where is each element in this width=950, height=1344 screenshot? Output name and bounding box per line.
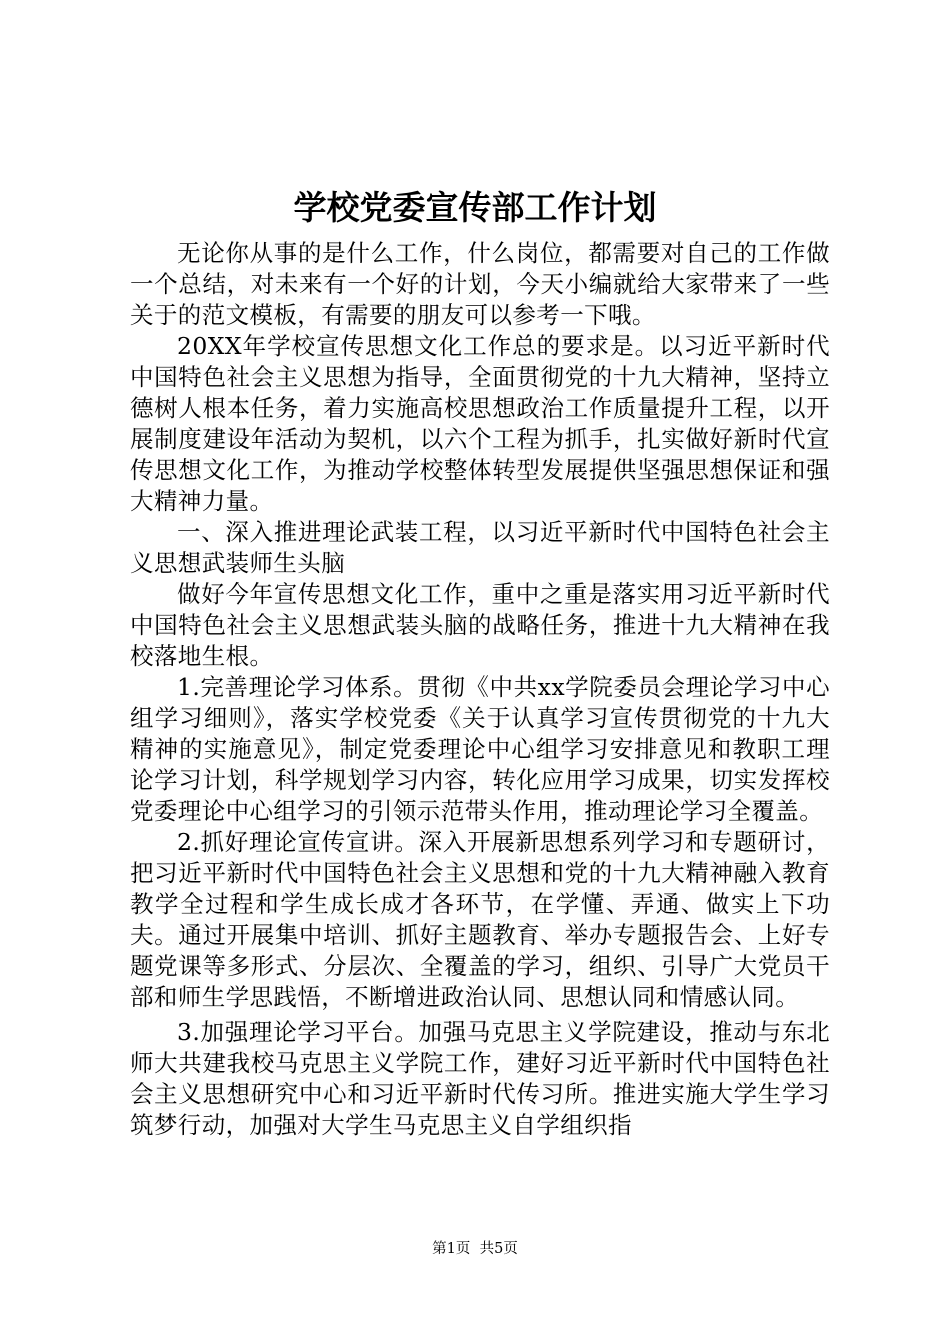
document-body xyxy=(130,238,830,1141)
page-footer xyxy=(0,1239,950,1259)
document-title: 学校党委宣传部工作计划 xyxy=(293,188,657,227)
paragraph-item-2: 2.抓好理论宣传宣讲。深入开展新思想系列学习和专题研讨，把习近平新时代中国特色社会主义思想和党的十九大精神融入教育教学全过程和学生成长成才各环节，在学懂、弄通、做实上下功夫。通过开展集中培训、抓好主题教育、举办专题报告会、上好专题党课等多形式、分层次、全覆盖的学习，组织、引导广大党员干部和师生学思践悟，不断增进政治认同、思想认同和情感认同。 xyxy=(130,828,830,1011)
paragraph-requirements: 20XX年学校宣传思想文化工作总的要求是。以习近平新时代中国特色社会主义思想为指导，全面贯彻党的十九大精神，坚持立德树人根本任务，着力实施高校思想政治工作质量提升工程，以开展制度建设年活动为契机，以六个工程为抓手，扎实做好新时代宣传思想文化工作，为推动学校整体转型发展提供坚强思想保证和强大精神力量。 xyxy=(130,332,830,515)
paragraph-item-1: 1.完善理论学习体系。贯彻《中共xx学院委员会理论学习中心组学习细则》，落实学校党委《关于认真学习宣传贯彻党的十九大精神的实施意见》，制定党委理论中心组学习安排意见和教职工理论学习计划，科学规划学习内容，转化应用学习成果，切实发挥校党委理论中心组学习的引领示范带头作用，推动理论学习全覆盖。 xyxy=(130,673,830,825)
current-page-label: 第1页 xyxy=(432,1241,471,1257)
paragraph-intro: 无论你从事的是什么工作，什么岗位，都需要对自己的工作做一个总结，对未来有一个好的计划，今天小编就给大家带来了一些关于的范文模板，有需要的朋友可以参考一下哦。 xyxy=(130,239,830,329)
paragraph-section-1: 做好今年宣传思想文化工作，重中之重是落实用习近平新时代中国特色社会主义思想武装头脑的战略任务，推进十九大精神在我校落地生根。 xyxy=(130,580,830,670)
paragraph-item-3: 3.加强理论学习平台。加强马克思主义学院建设，推动与东北师大共建我校马克思主义学院工作，建好习近平新时代中国特色社会主义思想研究中心和习近平新时代传习所。推进实施大学生学习筑梦行动，加强对大学生马克思主义自学组织指 xyxy=(130,1018,830,1139)
section-heading-1: 一、深入推进理论武装工程，以习近平新时代中国特色社会主义思想武装师生头脑 xyxy=(130,518,830,577)
total-pages-label: 共5页 xyxy=(479,1241,518,1257)
